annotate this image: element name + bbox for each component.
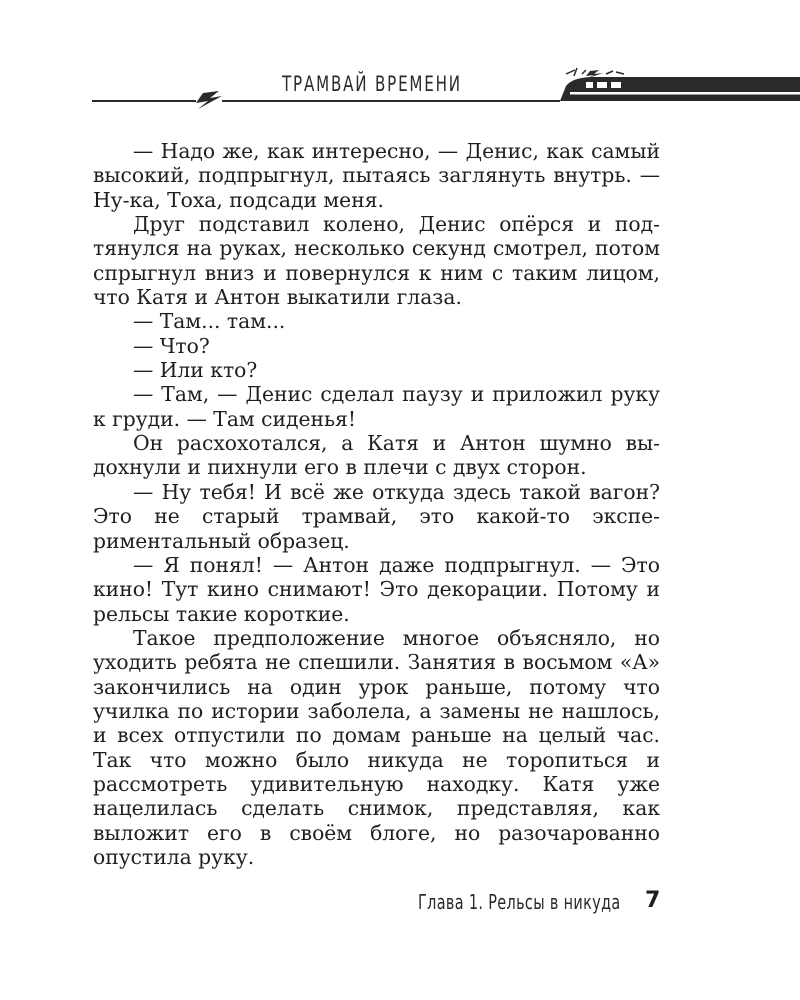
paragraph: — Там, — Денис сделал паузу и приложил руку к груди. — Там сиденья!: [93, 382, 660, 431]
running-header: [0, 0, 800, 120]
tram-icon: [560, 68, 800, 101]
chapter-footer: Глава 1. Рельсы в никуда: [418, 890, 621, 914]
page-number: 7: [645, 888, 661, 913]
header-decoration: [0, 0, 800, 120]
paragraph: — Или кто?: [133, 358, 258, 383]
body-text: [93, 139, 660, 869]
paragraph: — Ну тебя! И всё же откуда здесь такой вагон? Это не старый трамвай, это какой-то экспериментальный образец.: [93, 479, 660, 553]
paragraph: — Там... там...: [133, 309, 286, 334]
paragraph: Он расхохотался, а Катя и Антон шумно выдохнули и пихнули его в плечи с двух сторон.: [93, 431, 660, 480]
paragraph: — Надо же, как интересно, — Денис, как самый высокий, подпрыгнул, пытаясь заглянуть внутрь. — Ну-ка, Тоха, подсади меня.: [93, 139, 660, 212]
lightning-icon: [196, 91, 222, 109]
paragraph: Друг подставил колено, Денис опёрся и подтянулся на руках, несколько секунд смотрел, потом спрыгнул вниз и повернулся к ним с таким лицом, что Катя и Антон выкатили глаза.: [93, 212, 660, 310]
running-title: ТРАМВАЙ ВРЕМЕНИ: [282, 72, 462, 96]
paragraph: — Что?: [133, 333, 210, 358]
paragraph: — Я понял! — Антон даже подпрыгнул. — Это кино! Тут кино снимают! Это декорации. Потому и рельсы такие короткие.: [93, 552, 660, 626]
paragraph: Такое предположение многое объясняло, но уходить ребята не спешили. Занятия в восьмом «А» закончились на один урок раньше, потому что училка по истории заболела, а замены не нашлось, и всех отпустили по домам раньше на целый час. Так что можно было никуда не торопиться и рассмотреть удивительную находку. Катя уже нацелилась сделать снимок, представляя, как выложит его в своём блоге, но разочарованно опустила руку.: [93, 625, 660, 869]
